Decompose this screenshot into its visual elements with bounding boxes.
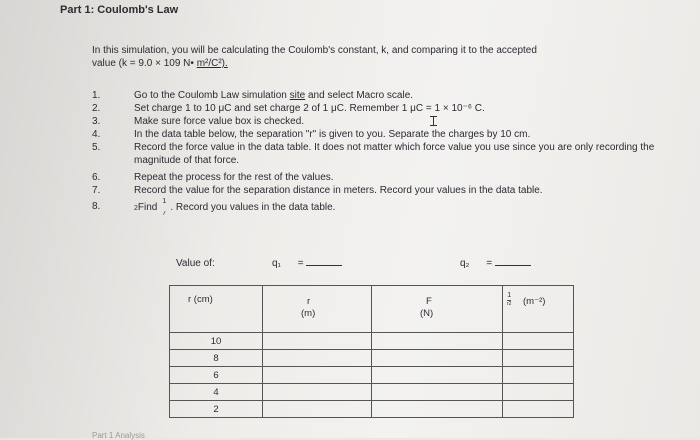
cell-force[interactable] xyxy=(372,350,503,367)
list-item xyxy=(92,184,662,197)
step-number: 7. xyxy=(92,185,101,196)
step-prefix: 2 xyxy=(134,205,138,212)
cell-inverse-r2[interactable] xyxy=(503,384,574,401)
step-number: 6. xyxy=(92,172,101,183)
step-number: 2. xyxy=(92,103,101,114)
list-item xyxy=(92,141,662,167)
fraction-numerator: 1 xyxy=(162,198,167,205)
step-number: 1. xyxy=(92,90,101,101)
step-text: Go to the Coulomb Law simulation xyxy=(134,90,290,101)
q2-blank[interactable] xyxy=(495,265,531,266)
table-row xyxy=(170,401,574,418)
cell-r-m[interactable] xyxy=(263,401,372,418)
inverse-r-fraction xyxy=(160,198,170,217)
step-text: Make sure force value box is checked. xyxy=(134,116,305,127)
cell-inverse-r2[interactable] xyxy=(503,401,574,418)
cell-inverse-r2[interactable] xyxy=(503,350,574,367)
cell-force[interactable] xyxy=(372,384,503,401)
page-title: Part 1: Coulomb's Law xyxy=(60,4,179,16)
q1-equals: = xyxy=(297,258,304,269)
step-number: 5. xyxy=(92,142,101,153)
list-item xyxy=(92,89,662,102)
cell-inverse-r2[interactable] xyxy=(503,333,574,350)
step-number: 3. xyxy=(92,116,101,127)
cell-force[interactable] xyxy=(372,333,503,350)
step-text: Record the force value in the data table. It does not matter which force value you use since you are only recording the magnitude of that force. xyxy=(134,142,655,166)
cell-r-m[interactable] xyxy=(263,350,372,367)
cell-inverse-r2[interactable] xyxy=(503,367,574,384)
cell-r-m[interactable] xyxy=(263,333,372,350)
step-text: Set charge 1 to 10 μC and set charge 2 of 1 μC. Remember 1 μC = 1 × 10⁻⁶ C. xyxy=(134,103,485,114)
instruction-list xyxy=(92,89,662,215)
list-item xyxy=(92,115,662,128)
cell-r-cm: 6 xyxy=(170,367,263,384)
list-item xyxy=(92,102,662,115)
table-row xyxy=(170,350,574,367)
simulation-site-link[interactable]: site xyxy=(289,90,306,101)
cell-r-m[interactable] xyxy=(263,367,372,384)
step-text: and select Macro scale. xyxy=(305,90,414,101)
table-row xyxy=(170,333,574,350)
table-row xyxy=(170,367,574,384)
cell-r-cm: 10 xyxy=(170,333,263,350)
next-section-heading: Part 1 Analysis xyxy=(92,431,145,440)
cell-r-cm: 2 xyxy=(170,401,263,418)
header-r-cm: r (cm) xyxy=(170,286,263,333)
step-text: . Record you values in the data table. xyxy=(170,202,336,213)
intro-units: m²/C²). xyxy=(196,58,228,69)
step-number: 8. xyxy=(92,201,101,212)
step-number: 4. xyxy=(92,129,101,140)
table-row xyxy=(170,384,574,401)
q1-field xyxy=(272,258,342,269)
text-cursor-icon xyxy=(433,116,434,126)
q2-label: q₂ xyxy=(460,258,470,269)
q1-label: q₁ xyxy=(272,258,281,269)
fraction-denominator: r xyxy=(163,211,166,217)
intro-value-text: value (k = 9.0 × 109 N• xyxy=(92,58,194,69)
list-item xyxy=(92,128,662,141)
q1-blank[interactable] xyxy=(306,265,342,266)
data-table xyxy=(169,285,574,418)
cell-r-cm: 4 xyxy=(170,384,263,401)
intro-paragraph xyxy=(92,44,652,70)
inverse-fraction: 1 r2 xyxy=(507,292,512,307)
values-label: Value of: xyxy=(176,258,215,269)
cell-force[interactable] xyxy=(372,401,503,418)
header-r-m: r (m) xyxy=(263,286,372,333)
table-header-row xyxy=(170,286,574,333)
cell-r-m[interactable] xyxy=(263,384,372,401)
q2-field xyxy=(460,258,531,269)
cell-r-cm: 8 xyxy=(170,350,263,367)
list-item xyxy=(92,200,662,215)
cell-force[interactable] xyxy=(372,367,503,384)
step-text: In the data table below, the separation "r" is given to you. Separate the charges by 10 cm. xyxy=(134,129,531,140)
q2-equals: = xyxy=(486,258,493,269)
step-text: Repeat the process for the rest of the values. xyxy=(134,172,334,183)
header-force: F (N) xyxy=(372,286,503,333)
list-item xyxy=(92,171,662,184)
step-text: Record the value for the separation distance in meters. Record your values in the data table. xyxy=(134,185,543,196)
header-inverse-r-squared: 1 r2 (m⁻²) xyxy=(503,286,574,333)
intro-line-2 xyxy=(92,57,652,70)
step-text: Find xyxy=(137,202,158,213)
intro-line-1: In this simulation, you will be calculating the Coulomb's constant, k, and comparing it to the accepted xyxy=(92,45,537,56)
